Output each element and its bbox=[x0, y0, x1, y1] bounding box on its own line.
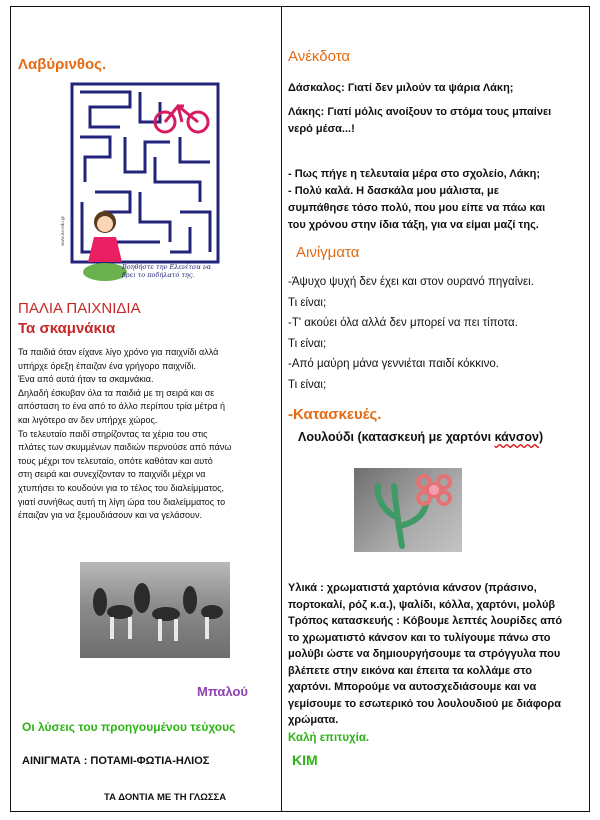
joke-line: Δάσκαλος: Γιατί δεν μιλούν τα ψάρια Λάκη; bbox=[288, 82, 514, 94]
materials-line: χαρτόνι. Μπορούμε να αυτοσχεδιάσουμε και να bbox=[288, 681, 537, 693]
solutions-title: Οι λύσεις του προηγουμένου τεύχους bbox=[22, 720, 236, 734]
paper-flower-icon bbox=[354, 468, 462, 552]
materials-line: πορτοκαλί, ρόζ κ.α.), ψαλίδι, κόλλα, χαρτόνι, μολύβ bbox=[288, 598, 556, 611]
maze-graphic bbox=[70, 82, 220, 287]
riddle-extra-answer: ΤΑ ΔΟΝΤΙΑ ΜΕ ΤΗ ΓΛΩΣΣΑ bbox=[104, 792, 227, 803]
riddles-list bbox=[288, 272, 588, 395]
joke-one bbox=[288, 80, 583, 138]
joke-two bbox=[288, 166, 588, 234]
maze-illustration bbox=[70, 82, 220, 287]
joke-line: του χρόνου στην ίδια τάξη, για να είμαι μαζί της. bbox=[288, 219, 539, 231]
paragraph-line: γιατί συνήθως αυτή τη λίγη ώρα του διαλείμματος το bbox=[18, 496, 226, 507]
joke-line: - Πως πήγε η τελευταία μέρα στο σχολείο, Λάκη; bbox=[288, 168, 540, 180]
riddles-title: Αινίγματα bbox=[296, 244, 360, 261]
old-games-title: ΠΑΛΙΑ ΠΑΙΧΝΙΔΙΑ bbox=[18, 300, 141, 317]
joke-line: Λάκης: Γιατί μόλις ανοίξουν το στόμα τους μπαίνει bbox=[288, 106, 552, 118]
good-luck: Καλή επιτυχία. bbox=[288, 732, 370, 744]
skamnakia-title: Τα σκαμνάκια bbox=[18, 320, 116, 337]
jokes-title: Ανέκδοτα bbox=[288, 48, 351, 65]
children-playing-photo bbox=[80, 562, 230, 658]
paragraph-line: τους μέχρι τον τελευταίο, οπότε καθόταν και αυτό bbox=[18, 455, 213, 466]
materials-line: το χρωματιστό κάνσον και το τυλίγουμε πάνω στο bbox=[288, 631, 551, 644]
materials-line: Υλικά : χρωματιστά χαρτόνια κάνσον (πράσινο, bbox=[288, 582, 537, 594]
materials-line: χρώματα. bbox=[288, 714, 339, 726]
paragraph-line: Τα παιδιά όταν είχανε λίγο χρόνο για παιχνίδι αλλά bbox=[18, 347, 219, 357]
craft-name-close: ) bbox=[538, 430, 544, 444]
joke-line: - Πολύ καλά. Η δασκάλα μου μάλιστα, με bbox=[288, 185, 499, 197]
paragraph-line: Ένα από αυτά ήταν τα σκαμνάκια. bbox=[18, 374, 154, 385]
materials-line: μολύβι ώστε να δημιουργήσουμε τα στρόγγυλα που bbox=[288, 648, 561, 660]
paragraph-line: Δηλαδή έσκυβαν όλα τα παιδιά με τη σειρά και σε bbox=[18, 387, 215, 398]
craft-flower-photo bbox=[354, 468, 462, 552]
paragraph-line: πλάτες των σκυμμένων παιδιών περνούσε από πάνω bbox=[18, 442, 232, 453]
craft-name-text: Λουλούδι (κατασκευή με χαρτόνι bbox=[298, 430, 495, 444]
joke-line: νερό μέσα...! bbox=[288, 123, 355, 135]
children-figures bbox=[80, 562, 230, 658]
maze-caption: Βοηθήστε την Ελενίτσα να βρει το ποδήλατό της. bbox=[122, 263, 212, 279]
paragraph-line: στη σειρά και συνεχίζονταν το παιχνίδι μέχρι να bbox=[18, 469, 206, 480]
paragraph-line: χτυπήσει το κουδούνι για το τέλος του διαλείμματος, bbox=[18, 482, 225, 493]
maze-side-text: www.ira-edu.gr bbox=[60, 215, 65, 246]
column-divider bbox=[281, 6, 282, 812]
riddle-answers: ΑΙΝΙΓΜΑΤΑ : ΠΟΤΑΜΙ-ΦΩΤΙΑ-ΗΛΙΟΣ bbox=[22, 755, 210, 767]
right-author: ΚΙΜ bbox=[292, 752, 318, 768]
riddle-line: Τι είναι; bbox=[288, 378, 327, 391]
materials-line: Τρόπος κατασκευής : Κόβουμε λεπτές λουρίδες από bbox=[288, 615, 563, 627]
materials-line: βλέπετε στην εικόνα και έπειτα τα κολλάμε στο bbox=[288, 664, 533, 677]
riddle-line: -Άψυχο ψυχή δεν έχει και στον ουρανό πηγαίνει. bbox=[288, 276, 534, 288]
paragraph-line: έπαιζαν για να ξεμουδιάσουν και να γελάσουν. bbox=[18, 510, 202, 521]
craft-name-underlined: κάνσον bbox=[494, 430, 539, 444]
paragraph-line: και λιγότερο αν δεν υπήρχε χώρος. bbox=[18, 414, 158, 425]
skamnakia-paragraph bbox=[18, 346, 280, 523]
paragraph-line: απόσταση το ένα από το άλλο περίπου τρία μέτρα ή bbox=[18, 401, 226, 412]
joke-line: συμπάθησε τόσο πολύ, που μου είπε να πάω και bbox=[288, 202, 546, 214]
paragraph-line: Το τελευταίο παιδί στηρίζοντας τα χέρια του στις bbox=[18, 428, 208, 439]
paragraph-line: υπήρχε όρεξη έπαιζαν ένα γρήγορο παιχνίδι. bbox=[18, 360, 197, 371]
riddle-line: -Από μαύρη μάνα γεννιέται παιδί κόκκινο. bbox=[288, 358, 499, 370]
materials-line: γεμίσουμε το εσωτερικό του λουλουδιού με διάφορα bbox=[288, 697, 561, 710]
craft-name bbox=[298, 430, 543, 444]
riddle-line: Τι είναι; bbox=[288, 337, 327, 350]
maze-title: Λαβύρινθος. bbox=[18, 56, 107, 73]
crafts-title: -Κατασκευές. bbox=[288, 406, 382, 423]
riddle-line: -Τ' ακούει όλα αλλά δεν μπορεί να πει τίποτα. bbox=[288, 317, 518, 329]
materials-instructions bbox=[288, 580, 586, 729]
left-author: Μπαλού bbox=[197, 684, 248, 699]
riddle-line: Τι είναι; bbox=[288, 296, 327, 309]
